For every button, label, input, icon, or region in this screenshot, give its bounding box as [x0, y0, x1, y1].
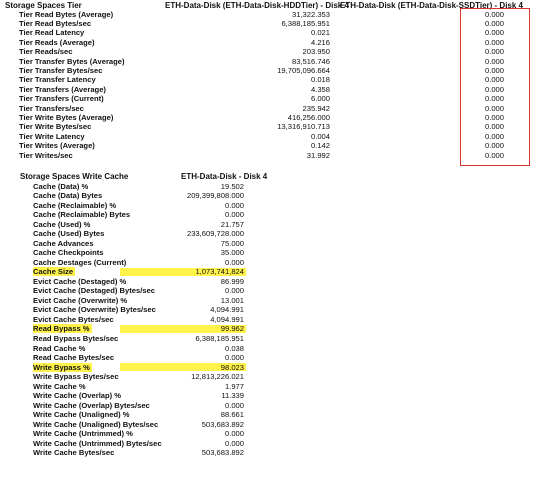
tier-ssd-value: 0.000 [484, 131, 504, 141]
tier-hdd-value: 0.018 [310, 75, 330, 85]
tier-ssd-value: 0.000 [484, 141, 504, 151]
tier-table-row [0, 122, 540, 131]
tier-ssd-value: 0.000 [484, 75, 504, 85]
cache-counter-label: Read Bypass Bytes/sec [33, 333, 119, 343]
tier-table-row [0, 113, 540, 122]
tier-ssd-value: 0.000 [484, 18, 504, 28]
cache-table-row [0, 182, 540, 191]
cache-column-header: ETH-Data-Disk - Disk 4 [181, 172, 268, 181]
tier-hdd-value: 31.992 [306, 150, 330, 160]
cache-value: 98.023 [220, 362, 244, 372]
cache-counter-label: Read Bypass % [33, 324, 90, 334]
cache-value: 4,094.991 [210, 305, 244, 315]
tier-ssd-value: 0.000 [484, 84, 504, 94]
ssd-column-annotation-box [460, 8, 530, 166]
tier-hdd-value: 4.216 [310, 37, 330, 47]
tier-ssd-value: 0.000 [484, 37, 504, 47]
tier-counter-label: Tier Transfers (Current) [19, 94, 104, 104]
tier-hdd-value: 0.004 [310, 131, 330, 141]
cache-counter-label: Write Cache (Untrimmed) Bytes/sec [33, 438, 162, 448]
tier-counter-label: Tier Reads/sec [19, 47, 73, 57]
cache-value: 12,813,226.021 [191, 372, 244, 382]
tier-ssd-column-header: ETH-Data-Disk (ETH-Data-Disk-SSDTier) - Disk 4 [340, 1, 524, 10]
tier-table-row [0, 94, 540, 103]
cache-value: 0.000 [224, 353, 244, 363]
cache-value: 11.339 [221, 391, 244, 401]
tier-hdd-value: 13,316,910.713 [277, 122, 330, 132]
cache-value: 35.000 [220, 248, 244, 258]
cache-counter-label: Evict Cache Bytes/sec [33, 314, 114, 324]
cache-value: 0.000 [224, 429, 244, 439]
tier-counter-label: Tier Read Bytes/sec [19, 18, 92, 28]
tier-hdd-value: 0.021 [310, 28, 330, 38]
tier-ssd-value: 0.000 [484, 103, 504, 113]
cache-value: 19.502 [220, 181, 244, 191]
tier-counter-label: Tier Transfers (Average) [19, 84, 106, 94]
tier-table-row [0, 132, 540, 141]
cache-table-row [0, 363, 540, 372]
tier-counter-label: Tier Transfer Latency [19, 75, 96, 85]
cache-counter-label: Write Cache (Untrimmed) % [33, 429, 133, 439]
cache-table-row [0, 353, 540, 362]
cache-counter-label: Cache (Reclaimable) Bytes [33, 210, 131, 220]
tier-table-row [0, 141, 540, 150]
tier-ssd-value: 0.000 [484, 9, 504, 19]
tier-section-title: Storage Spaces Tier [5, 1, 82, 10]
tier-hdd-value: 0.142 [310, 141, 330, 151]
cache-value: 6,388,185.951 [195, 333, 244, 343]
tier-table-row [0, 66, 540, 75]
cache-table-row [0, 248, 540, 257]
cache-value: 503,683.892 [201, 419, 244, 429]
tier-counter-label: Tier Read Bytes (Average) [19, 9, 114, 19]
cache-table-row [0, 448, 540, 457]
cache-counter-label: Cache (Reclaimable) % [33, 200, 117, 210]
cache-counter-label: Write Bypass Bytes/sec [33, 372, 119, 382]
cache-table-row [0, 344, 540, 353]
tier-counter-label: Tier Transfer Bytes/sec [19, 65, 103, 75]
cache-value: 1,073,741,824 [195, 267, 244, 277]
cache-value: 0.000 [224, 400, 244, 410]
cache-value: 0.000 [224, 286, 244, 296]
cache-table-row [0, 267, 540, 276]
tier-counter-label: Tier Write Bytes/sec [19, 122, 92, 132]
tier-ssd-value: 0.000 [484, 65, 504, 75]
cache-value: 1.977 [224, 381, 244, 391]
tier-table-row [0, 75, 540, 84]
cache-table-row [0, 229, 540, 238]
cache-counter-label: Cache (Used) % [33, 219, 91, 229]
tier-counter-label: Tier Write Latency [19, 131, 85, 141]
cache-table-row [0, 201, 540, 210]
cache-value: 233,609,728.000 [186, 229, 244, 239]
cache-counter-label: Evict Cache (Overwrite) % [33, 295, 128, 305]
cache-table-row [0, 429, 540, 438]
cache-value: 209,399,808.000 [186, 191, 244, 201]
tier-hdd-value: 4.358 [310, 84, 330, 94]
cache-value: 75.000 [220, 238, 244, 248]
cache-counter-label: Write Cache (Overlap) Bytes/sec [33, 400, 150, 410]
cache-table-row [0, 191, 540, 200]
cache-table-row [0, 382, 540, 391]
cache-value: 0.000 [224, 210, 244, 220]
cache-counter-label: Evict Cache (Destaged) % [33, 276, 127, 286]
cache-counter-label: Write Cache Bytes/sec [33, 448, 115, 458]
tier-table-row [0, 47, 540, 56]
cache-table-row [0, 439, 540, 448]
tier-hdd-value: 416,256.000 [287, 112, 330, 122]
cache-counter-label: Cache (Data) % [33, 181, 89, 191]
tier-counter-label: Tier Transfers/sec [19, 103, 84, 113]
cache-counter-label: Cache Checkpoints [33, 248, 104, 258]
cache-value: 0.000 [224, 257, 244, 267]
tier-hdd-value: 235.942 [302, 103, 330, 113]
cache-table-row [0, 391, 540, 400]
cache-counter-label: Write Cache (Unaligned) Bytes/sec [33, 419, 159, 429]
cache-value: 21.757 [220, 219, 244, 229]
cache-counter-label: Cache Advances [33, 238, 94, 248]
cache-table-row [0, 420, 540, 429]
cache-counter-label: Write Cache (Unaligned) % [33, 410, 130, 420]
cache-table-row [0, 315, 540, 324]
cache-table-row [0, 239, 540, 248]
cache-table-row [0, 334, 540, 343]
tier-ssd-value: 0.000 [484, 28, 504, 38]
cache-value: 0.000 [224, 200, 244, 210]
cache-value: 0.038 [224, 343, 244, 353]
tier-table-row [0, 104, 540, 113]
cache-value: 13.001 [220, 295, 244, 305]
cache-table-row [0, 296, 540, 305]
cache-value: 0.000 [224, 438, 244, 448]
tier-table-row [0, 85, 540, 94]
cache-table-row [0, 258, 540, 267]
cache-counter-label: Cache Destages (Current) [33, 257, 127, 267]
tier-hdd-value: 31,322.353 [291, 9, 330, 19]
tier-hdd-column-header: ETH-Data-Disk (ETH-Data-Disk-HDDTier) - Disk 4 [165, 1, 349, 10]
tier-hdd-value: 83,516.746 [291, 56, 330, 66]
cache-table-row [0, 324, 540, 333]
cache-counter-label: Cache Size [33, 267, 74, 277]
cache-counter-label: Cache (Data) Bytes [33, 191, 103, 201]
cache-value: 88.661 [220, 410, 244, 420]
tier-hdd-value: 6.000 [310, 94, 330, 104]
cache-counter-label: Write Cache % [33, 381, 86, 391]
cache-counter-label: Cache (Used) Bytes [33, 229, 105, 239]
tier-hdd-value: 19,705,096.664 [277, 65, 330, 75]
tier-ssd-value: 0.000 [484, 122, 504, 132]
cache-table-row [0, 210, 540, 219]
cache-section-title: Storage Spaces Write Cache [20, 172, 129, 181]
cache-value: 99.962 [220, 324, 244, 334]
tier-table-row [0, 10, 540, 19]
cache-table-row [0, 372, 540, 381]
tier-ssd-value: 0.000 [484, 56, 504, 66]
cache-counter-label: Read Cache % [33, 343, 86, 353]
cache-table-row [0, 286, 540, 295]
cache-table-row [0, 410, 540, 419]
tier-counter-label: Tier Writes/sec [19, 150, 73, 160]
tier-table-row [0, 151, 540, 160]
cache-value: 4,094.991 [210, 314, 244, 324]
cache-table-row [0, 401, 540, 410]
tier-table-row [0, 57, 540, 66]
tier-table-row [0, 19, 540, 28]
tier-table-row [0, 38, 540, 47]
tier-counter-label: Tier Writes (Average) [19, 141, 95, 151]
cache-counter-label: Write Cache (Overlap) % [33, 391, 122, 401]
cache-counter-label: Read Cache Bytes/sec [33, 353, 115, 363]
cache-value: 503,683.892 [201, 448, 244, 458]
tier-ssd-value: 0.000 [484, 150, 504, 160]
tier-hdd-value: 6,388,185.951 [281, 18, 330, 28]
tier-counter-label: Tier Read Latency [19, 28, 85, 38]
cache-counter-label: Evict Cache (Overwrite) Bytes/sec [33, 305, 156, 315]
tier-counter-label: Tier Write Bytes (Average) [19, 112, 114, 122]
cache-counter-label: Write Bypass % [33, 362, 90, 372]
cache-value: 86.999 [220, 276, 244, 286]
tier-hdd-value: 203.950 [302, 47, 330, 57]
cache-table-row [0, 305, 540, 314]
tier-ssd-value: 0.000 [484, 94, 504, 104]
tier-counter-label: Tier Transfer Bytes (Average) [19, 56, 125, 66]
tier-ssd-value: 0.000 [484, 47, 504, 57]
tier-ssd-value: 0.000 [484, 112, 504, 122]
cache-table-row [0, 277, 540, 286]
tier-table-row [0, 28, 540, 37]
tier-counter-label: Tier Reads (Average) [19, 37, 95, 47]
cache-counter-label: Evict Cache (Destaged) Bytes/sec [33, 286, 155, 296]
cache-table-row [0, 220, 540, 229]
